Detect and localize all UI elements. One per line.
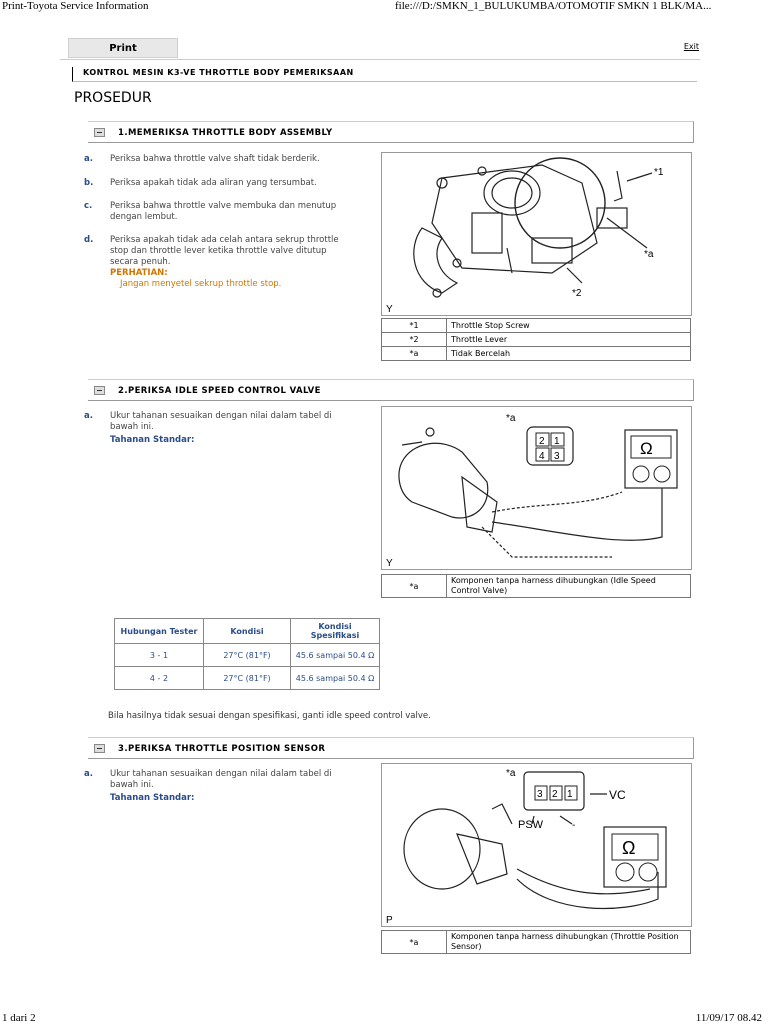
document-title: KONTROL MESIN K3-VE THROTTLE BODY PEMERIKSAAN <box>83 68 354 77</box>
column-header: Kondisi <box>204 619 291 644</box>
step-text: Periksa apakah tidak ada celah antara sekrup throttle stop dan throttle lever ketika throttle valve ditutup secara penuh. <box>110 235 339 267</box>
replacement-note: Bila hasilnya tidak sesuai dengan spesifikasi, ganti idle speed control valve. <box>108 711 431 721</box>
section-title-3: 3.PERIKSA THROTTLE POSITION SENSOR <box>118 744 326 754</box>
legend-value: Throttle Stop Screw <box>447 319 691 333</box>
step-1c <box>84 201 369 223</box>
standard-resistance-label: Tahanan Standar: <box>110 435 195 445</box>
legend-table-3 <box>381 930 691 954</box>
exit-link[interactable]: Exit <box>683 42 699 51</box>
legend-key: *1 <box>382 319 447 333</box>
step-marker: a. <box>84 154 93 164</box>
pin-label: 1 <box>554 436 560 447</box>
figure-label-a: *a <box>644 249 654 260</box>
column-header: Kondisi Spesifikasi <box>291 619 380 644</box>
step-1b <box>84 178 369 189</box>
legend-key: *2 <box>382 333 447 347</box>
throttle-body-figure <box>381 152 692 316</box>
page-heading: PROSEDUR <box>74 90 152 106</box>
step-marker: d. <box>84 235 94 245</box>
section-header-2[interactable] <box>88 379 694 401</box>
table-row <box>115 667 380 690</box>
step-1a <box>84 154 369 165</box>
collapse-toggle-icon[interactable] <box>94 128 105 137</box>
legend-value: Throttle Lever <box>447 333 691 347</box>
vc-terminal-label: VC <box>609 788 626 802</box>
toolbar <box>60 37 700 60</box>
pin-label: 4 <box>539 451 545 462</box>
ohmmeter-symbol: Ω <box>640 439 653 458</box>
table-cell: 3 - 1 <box>115 644 204 667</box>
psw-terminal-label: PSW <box>518 819 544 831</box>
browser-print-url: file:///D:/SMKN_1_BULUKUMBA/OTOMOTIF SMKN 1 BLK/MA... <box>395 0 712 12</box>
ground-terminal-label: - <box>572 820 576 831</box>
warning-title: PERHATIAN: <box>110 268 168 278</box>
legend-key: *a <box>382 931 447 954</box>
table-row <box>382 931 691 954</box>
figure-corner-code: P <box>386 915 393 926</box>
table-row <box>115 644 380 667</box>
legend-value: Komponen tanpa harness dihubungkan (Throttle Position Sensor) <box>447 931 691 954</box>
section-title-1: 1.MEMERIKSA THROTTLE BODY ASSEMBLY <box>118 128 333 138</box>
section-header-3[interactable] <box>88 737 694 759</box>
legend-key: *a <box>382 575 447 598</box>
legend-table-2 <box>381 574 691 598</box>
table-cell: 27°C (81°F) <box>204 644 291 667</box>
table-cell: 27°C (81°F) <box>204 667 291 690</box>
step-marker: b. <box>84 178 94 188</box>
tps-illustration <box>382 764 691 926</box>
pin-label: 2 <box>552 789 558 800</box>
resistance-spec-table <box>114 618 380 690</box>
legend-value: Komponen tanpa harness dihubungkan (Idle Speed Control Valve) <box>447 575 691 598</box>
table-cell: 45.6 sampai 50.4 Ω <box>291 644 380 667</box>
figure-label-1: *1 <box>654 167 664 178</box>
pin-label: 3 <box>554 451 560 462</box>
figure-label-2: *2 <box>572 288 582 299</box>
pin-label: 3 <box>537 789 543 800</box>
legend-table-1 <box>381 318 691 361</box>
pin-label: 2 <box>539 436 545 447</box>
document-title-bar <box>72 67 697 82</box>
collapse-toggle-icon[interactable] <box>94 386 105 395</box>
step-marker: a. <box>84 411 93 421</box>
step-text: Ukur tahanan sesuaikan dengan nilai dalam tabel di bawah ini. <box>110 769 332 790</box>
browser-print-title: Print-Toyota Service Information <box>2 0 149 12</box>
column-header: Hubungan Tester <box>115 619 204 644</box>
table-row <box>382 333 691 347</box>
step-marker: a. <box>84 769 93 779</box>
isc-valve-illustration <box>382 407 691 569</box>
figure-corner-code: Y <box>386 558 393 569</box>
print-button[interactable]: Print <box>68 38 178 58</box>
step-marker: c. <box>84 201 93 211</box>
table-cell: 4 - 2 <box>115 667 204 690</box>
step-text: Ukur tahanan sesuaikan dengan nilai dalam tabel di bawah ini. <box>110 411 332 432</box>
figure-corner-code: Y <box>386 304 393 315</box>
step-3a <box>84 769 369 791</box>
collapse-toggle-icon[interactable] <box>94 744 105 753</box>
section-title-2: 2.PERIKSA IDLE SPEED CONTROL VALVE <box>118 386 321 396</box>
isc-valve-figure <box>381 406 692 570</box>
table-cell: 45.6 sampai 50.4 Ω <box>291 667 380 690</box>
legend-key: *a <box>382 347 447 361</box>
step-text: Periksa bahwa throttle valve membuka dan menutup dengan lembut. <box>110 201 337 222</box>
pin-label: 1 <box>567 789 573 800</box>
step-1d <box>84 235 369 290</box>
standard-resistance-label: Tahanan Standar: <box>110 793 195 803</box>
table-row <box>382 319 691 333</box>
step-2a <box>84 411 369 433</box>
table-row <box>382 575 691 598</box>
table-header-row <box>115 619 380 644</box>
tps-figure <box>381 763 692 927</box>
page-count: 1 dari 2 <box>2 1012 36 1024</box>
print-timestamp: 11/09/17 08.42 <box>695 1012 762 1024</box>
step-text: Periksa apakah tidak ada aliran yang tersumbat. <box>110 178 317 188</box>
legend-value: Tidak Bercelah <box>447 347 691 361</box>
throttle-body-illustration <box>382 153 691 315</box>
table-row <box>382 347 691 361</box>
ohmmeter-symbol: Ω <box>622 838 636 858</box>
warning-text: Jangan menyetel sekrup throttle stop. <box>120 279 282 289</box>
figure-label-a: *a <box>506 413 516 424</box>
section-header-1[interactable] <box>88 121 694 143</box>
figure-label-a: *a <box>506 768 516 779</box>
step-text: Periksa bahwa throttle valve shaft tidak berderik. <box>110 154 320 164</box>
